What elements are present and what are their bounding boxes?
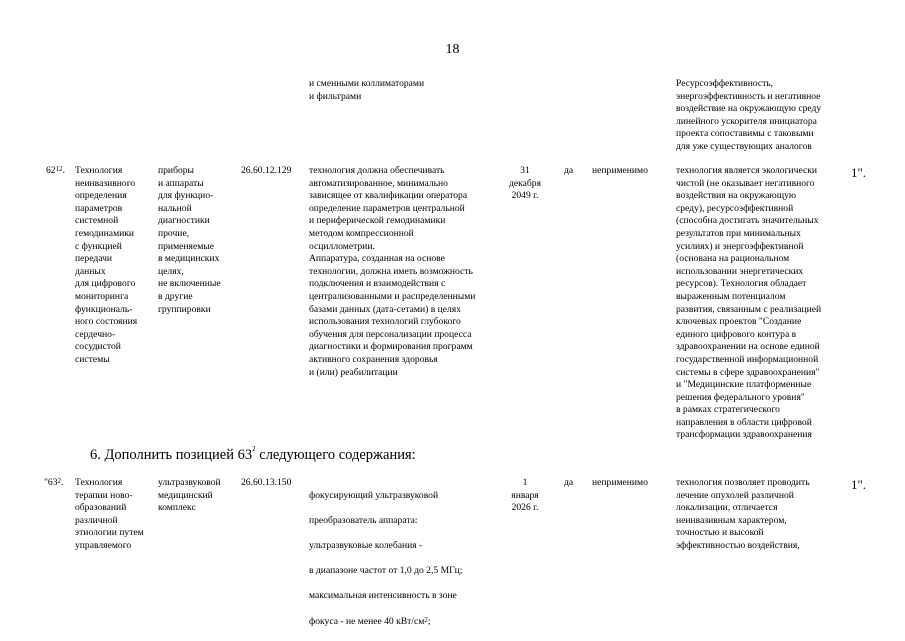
row-62-close-mark: 1". bbox=[851, 165, 867, 180]
row-62-applicability: неприменимо bbox=[592, 165, 648, 176]
row-62-okpd-code: 26.60.12.129 bbox=[241, 165, 292, 176]
row-63-number: "$63^2$. bbox=[44, 477, 64, 488]
row-63-description-line: в диапазоне частот от 1,0 до 2,5 МГц; bbox=[309, 565, 463, 577]
row-63-description-line: максимальная интенсивность в зоне bbox=[309, 590, 457, 602]
row-63-description-last-line: фокуса - не менее 40 кВт/$см^2$; bbox=[309, 615, 431, 627]
row-63-description-line: фокусирующий ультразвуковой bbox=[309, 489, 439, 501]
page-number: 18 bbox=[445, 42, 460, 57]
row-63-flag: да bbox=[564, 477, 574, 488]
section-heading: 6. Дополнить позицией $63^2$ следующего содержания: bbox=[90, 445, 416, 463]
row-63-okpd-code: 26.60.13.150 bbox=[241, 477, 292, 488]
row-63-product: ультразвуковой медицинский комплекс bbox=[158, 477, 221, 514]
row-63-notes: технология позволяет проводить лечение опухолей различной локализации, отличается неинвазивным характером, точностью и высокой эффективностью воздействия, bbox=[676, 477, 810, 551]
row-62-description: технология должна обеспечивать автоматизированное, минимально зависящее от квалификации оператора определение параметров центральной и периферической гемодинамики методом компрессионной осциллометрии. Аппаратура, созданная на основе технологии, должна иметь возможность подключения и взаимодействия с централизованными и распределенными базами данных (дата-сетами) в целях использования технологий глубокого обучения для персонализации процесса диагностики и формирования программ активного сохранения здоровья и (или) реабилитации bbox=[309, 165, 476, 378]
row-62-date: 31 декабря 2049 г. bbox=[508, 165, 541, 202]
row-62-product: приборы и аппараты для функцио- нальной диагностики прочие, применяемые в медицинских целях, не включенные в другие группировки bbox=[158, 165, 221, 315]
row-63-description-line: ультразвуковые колебания - bbox=[309, 539, 423, 551]
row-63-close-mark: 1". bbox=[851, 477, 867, 492]
row-62-technology: Технология неинвазивного определения параметров системной гемодинамики с функцией передачи данных для цифрового мониторинга функциональ- ного состояния сердечно- сосудистой системы bbox=[75, 165, 138, 365]
row-62-number: $62^{12}$. bbox=[46, 165, 65, 176]
prev-row-description: и сменными коллиматорами и фильтрами bbox=[309, 78, 425, 102]
prev-row-notes: Ресурсоэффективность, энергоэффективность и негативное воздействие на окружающую среду линейного ускорителя инициатора проекта сопоставимы с таковыми для уже существующих аналогов bbox=[676, 78, 822, 152]
row-63-description-line: преобразователь аппарата: bbox=[309, 514, 418, 526]
row-62-flag: да bbox=[564, 165, 574, 176]
row-63-date: 1 января 2026 г. bbox=[511, 477, 539, 514]
row-63-applicability: неприменимо bbox=[592, 477, 648, 488]
row-63-technology: Технология терапии ново- образований различной этиологии путем управляемого bbox=[75, 477, 144, 551]
row-62-notes: технология является экологически чистой (не оказывает негативного воздействия на окружающую среду), ресурсоэффективной (способна достигать значительных результатов при минимальных усилиях) и энергоэффективной (основана на рациональном использовании энергетических ресурсов). Технология обладает выраженным потенциалом развития, связанным с реализацией ключевых проектов "Создание единого цифрового контура в здравоохранении на основе единой государственной информационной системы в сфере здравоохранения" и "Медицинские платформенные решения федерального уровня" в рамках стратегического направления в области цифровой трансформации здравоохранения bbox=[676, 165, 822, 441]
row-63-description bbox=[309, 477, 504, 641]
